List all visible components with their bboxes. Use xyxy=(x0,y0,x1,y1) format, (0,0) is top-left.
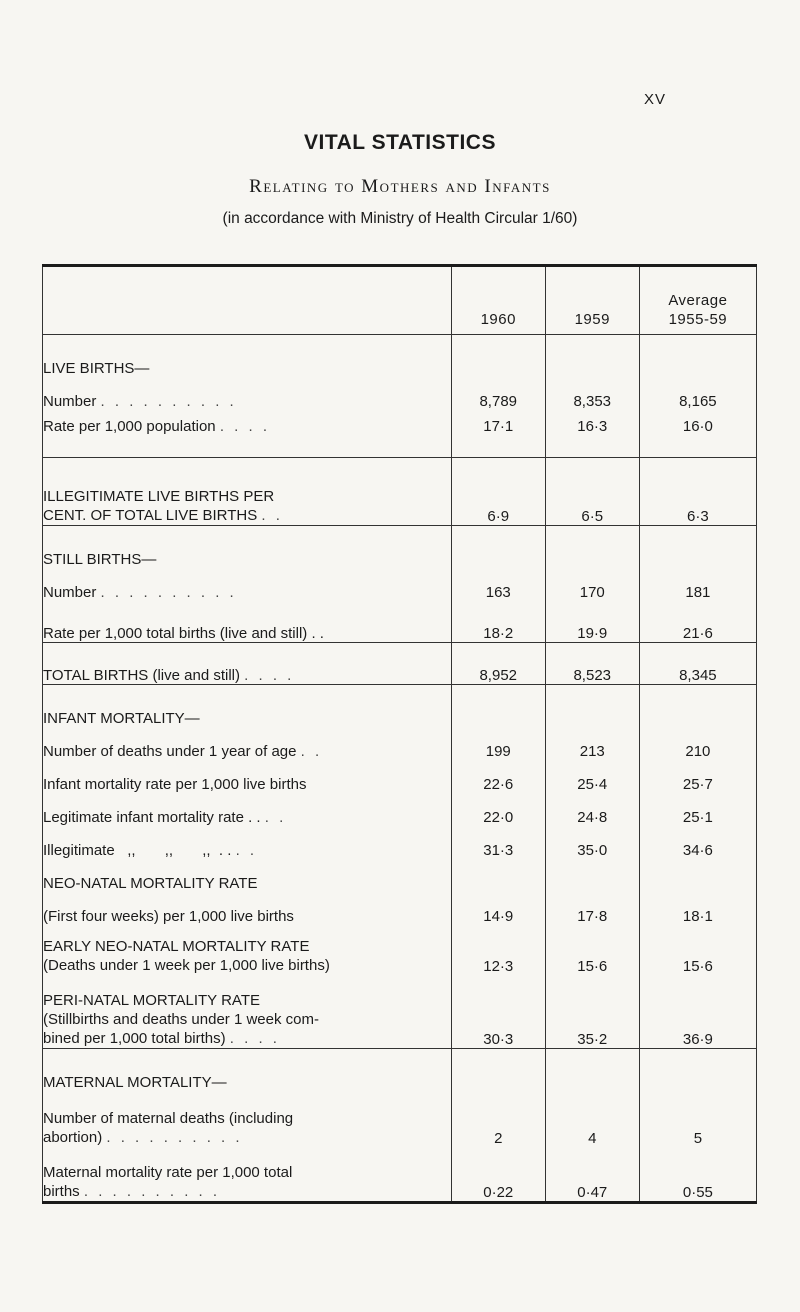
cell-value: 6·5 xyxy=(545,458,639,526)
row-label: Number . . . . . . . . . . xyxy=(43,568,452,601)
cell-value: 181 xyxy=(639,568,756,601)
still-births-heading: STILL BIRTHS— xyxy=(43,526,452,568)
cell-value: 12·3 xyxy=(451,925,545,975)
cell-value: 213 xyxy=(545,727,639,760)
neo-natal-heading: NEO-NATAL MORTALITY RATE xyxy=(43,859,452,892)
cell-value: 15·6 xyxy=(639,925,756,975)
row-label: TOTAL BIRTHS (live and still) . . . . xyxy=(43,643,452,685)
table-row xyxy=(43,526,757,568)
table-row xyxy=(43,377,757,410)
circular-reference-note: (in accordance with Ministry of Health Circular 1/60) xyxy=(222,210,578,227)
table-row xyxy=(43,1147,757,1203)
cell-value: 34·6 xyxy=(639,826,756,859)
cell-value: 8,789 xyxy=(451,377,545,410)
cell-value: 36·9 xyxy=(639,975,756,1049)
row-label: EARLY NEO-NATAL MORTALITY RATE (Deaths under 1 week per 1,000 live births) xyxy=(43,925,452,975)
row-label: Legitimate infant mortality rate . . . . xyxy=(43,793,452,826)
row-label: Number of maternal deaths (including abortion) . . . . . . . . . . xyxy=(43,1091,452,1147)
cell-value: 21·6 xyxy=(639,601,756,643)
cell-value: 24·8 xyxy=(545,793,639,826)
cell-value: 199 xyxy=(451,727,545,760)
table-row xyxy=(43,643,757,685)
table-row xyxy=(43,335,757,377)
cell-value: 8,345 xyxy=(639,643,756,685)
row-label: PERI-NATAL MORTALITY RATE (Stillbirths and deaths under 1 week com- bined per 1,000 total births) . . . . xyxy=(43,975,452,1049)
cell-value: 8,952 xyxy=(451,643,545,685)
table-row xyxy=(43,975,757,1049)
table-row xyxy=(43,859,757,892)
row-label: Rate per 1,000 total births (live and still) . . xyxy=(43,601,452,643)
cell-value: 22·0 xyxy=(451,793,545,826)
cell-value: 5 xyxy=(639,1091,756,1147)
cell-value: 17·1 xyxy=(451,410,545,458)
row-label: Rate per 1,000 population . . . . xyxy=(43,410,452,458)
cell-value: 35·2 xyxy=(545,975,639,1049)
table-row xyxy=(43,760,757,793)
cell-value: 16·0 xyxy=(639,410,756,458)
cell-value: 8,353 xyxy=(545,377,639,410)
cell-value: 30·3 xyxy=(451,975,545,1049)
row-label: Maternal mortality rate per 1,000 total births . . . . . . . . . . xyxy=(43,1147,452,1203)
cell-value: 16·3 xyxy=(545,410,639,458)
cell-value: 8,165 xyxy=(639,377,756,410)
cell-value: 35·0 xyxy=(545,826,639,859)
row-label: Number of deaths under 1 year of age . . xyxy=(43,727,452,760)
header-blank-cell xyxy=(43,266,452,335)
table-row xyxy=(43,1049,757,1091)
header-average-line1: Average xyxy=(668,292,728,309)
vital-statistics-table xyxy=(42,264,757,1204)
document-title: VITAL STATISTICS xyxy=(304,131,496,154)
cell-value: 210 xyxy=(639,727,756,760)
table-header-row xyxy=(43,266,757,335)
cell-value: 22·6 xyxy=(451,760,545,793)
table-row xyxy=(43,568,757,601)
cell-value: 163 xyxy=(451,568,545,601)
maternal-mortality-heading: MATERNAL MORTALITY— xyxy=(43,1049,452,1091)
cell-value: 14·9 xyxy=(451,892,545,925)
table-row xyxy=(43,685,757,727)
row-label: Infant mortality rate per 1,000 live births xyxy=(43,760,452,793)
header-1959: 1959 xyxy=(545,266,639,335)
row-label: Number . . . . . . . . . . xyxy=(43,377,452,410)
table-row xyxy=(43,1091,757,1147)
table-row xyxy=(43,601,757,643)
cell-value: 0·22 xyxy=(451,1147,545,1203)
cell-value: 0·47 xyxy=(545,1147,639,1203)
cell-value: 2 xyxy=(451,1091,545,1147)
cell-value: 4 xyxy=(545,1091,639,1147)
row-label: ILLEGITIMATE LIVE BIRTHS PER CENT. OF TOTAL LIVE BIRTHS . . xyxy=(43,458,452,526)
cell-value: 15·6 xyxy=(545,925,639,975)
cell-value: 6·3 xyxy=(639,458,756,526)
cell-value: 25·1 xyxy=(639,793,756,826)
table-row xyxy=(43,727,757,760)
table-row xyxy=(43,892,757,925)
page-number: XV xyxy=(643,91,666,108)
cell-value: 18·1 xyxy=(639,892,756,925)
table-row xyxy=(43,410,757,458)
cell-value: 0·55 xyxy=(639,1147,756,1203)
cell-value: 25·7 xyxy=(639,760,756,793)
infant-mortality-heading: INFANT MORTALITY— xyxy=(43,685,452,727)
cell-value: 31·3 xyxy=(451,826,545,859)
header-average-line2: 1955-59 xyxy=(668,311,728,328)
cell-value: 19·9 xyxy=(545,601,639,643)
cell-value: 18·2 xyxy=(451,601,545,643)
row-label: (First four weeks) per 1,000 live births xyxy=(43,892,452,925)
table-row xyxy=(43,458,757,526)
table-row xyxy=(43,925,757,975)
cell-value: 6·9 xyxy=(451,458,545,526)
live-births-heading: LIVE BIRTHS— xyxy=(43,335,452,377)
document-subtitle: Relating to Mothers and Infants xyxy=(249,176,551,197)
table-row xyxy=(43,826,757,859)
cell-value: 25·4 xyxy=(545,760,639,793)
header-1960: 1960 xyxy=(451,266,545,335)
cell-value: 170 xyxy=(545,568,639,601)
table-row xyxy=(43,793,757,826)
row-label: Illegitimate ,, ,, ,, . . . . xyxy=(43,826,452,859)
cell-value: 17·8 xyxy=(545,892,639,925)
header-average xyxy=(639,266,756,335)
cell-value: 8,523 xyxy=(545,643,639,685)
